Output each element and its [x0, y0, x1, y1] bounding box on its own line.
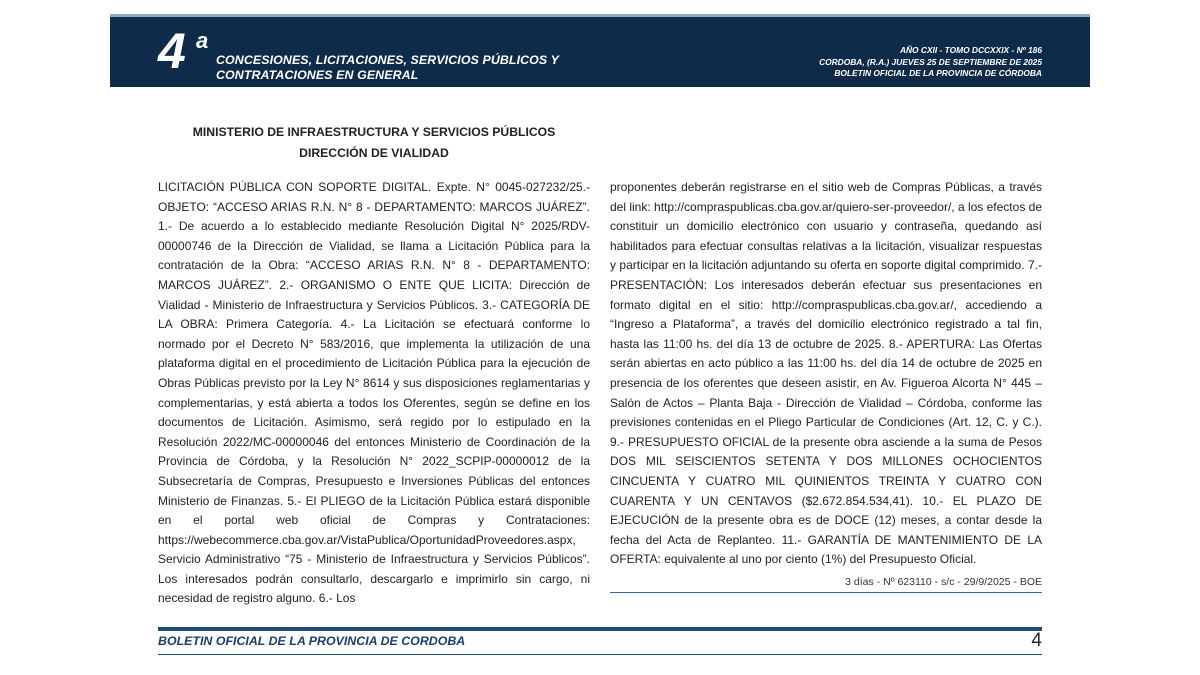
- reference-divider: [610, 592, 1042, 593]
- page-header: [110, 17, 1090, 87]
- issue-volume: AÑO CXII - TOMO DCCXXIX - Nº 186: [899, 45, 1042, 55]
- footer-title: BOLETIN OFICIAL DE LA PROVINCIA DE CORDOBA: [158, 634, 466, 648]
- notice-body-left-column: LICITACIÓN PÚBLICA CON SOPORTE DIGITAL. Expte. N° 0045-027232/25.- OBJETO: “ACCESO ARIAS R.N. N° 8 - DEPARTAMENTO: MARCOS JUÁREZ”. 1.- De acuerdo a lo establecido mediante Resolución Digital N° 2025/RDV-00000746 de la Dirección de Vialidad, se llama a Licitación Pública para la contratación de la Obra: “ACCESO ARIAS R.N. N° 8 - DEPARTAMENTO: MARCOS JUÁREZ”. 2.- ORGANISMO O ENTE QUE LICITA: Dirección de Vialidad - Ministerio de Infraestructura y Servicios Públicos. 3.- CATEGORÍA DE LA OBRA: Primera Categoría. 4.- La Licitación se efectuará conforme lo normado por el Decreto N° 583/2016, que implementa la utilización de una plataforma digital en el procedimiento de Licitación Pública para la ejecución de Obras Públicas previsto por la Ley N° 8614 y sus disposiciones reglamentarias y complementarias, y está abierta a todos los Oferentes, según se define en los documentos de Licitación. Asimismo, será regido por lo estipulado en la Resolución 2022/MC-00000046 del entonces Ministerio de Coordinación de la Provincia de Córdoba, y la Resolución N° 2022_SCPIP-00000012 de la Subsecretaría de Compras, Presupuesto e Inversiones Públicas del entonces Ministerio de Finanzas. 5.- El PLIEGO de la Licitación Pública estará disponible en el portal web oficial de Compras y Contrataciones: https://webecommerce.cba.gov.ar/VistaPublica/OportunidadProveedores.aspx, Servicio Administrativo “75 - Ministerio de Infraestructura y Servicios Públicos”. Los interesados podrán consultarlo, descargarlo e imprimirlo sin cargo, ni necesidad de registro alguno. 6.- Los: [158, 180, 590, 606]
- footer-top-rule: [158, 627, 1042, 631]
- section-title: [216, 53, 559, 83]
- issue-info: [819, 45, 1042, 80]
- ministry-name: MINISTERIO DE INFRAESTRUCTURA Y SERVICIOS PÚBLICOS: [192, 125, 556, 139]
- section-superscript: a: [196, 28, 209, 53]
- direction-name: DIRECCIÓN DE VIALIDAD: [299, 146, 449, 160]
- section-number: 4: [158, 23, 186, 79]
- issue-date: CORDOBA, (R.A.) JUEVES 25 DE SEPTIEMBRE DE 2025: [819, 56, 1042, 67]
- section-title-line2: CONTRATACIONES EN GENERAL: [216, 68, 419, 82]
- page-number: 4: [1031, 630, 1042, 651]
- issue-publication: BOLETIN OFICIAL DE LA PROVINCIA DE CÓRDOBA: [834, 68, 1042, 78]
- footer-bottom-rule: [158, 654, 1042, 655]
- notice-heading: [158, 122, 590, 164]
- section-title-line1: CONCESIONES, LICITACIONES, SERVICIOS PÚBLICOS Y: [216, 53, 559, 67]
- notice-body-right-column: proponentes deberán registrarse en el sitio web de Compras Públicas, a través del link: http://compraspublicas.cba.gov.ar/quiero-ser-proveedor/, a los efectos de constituir un domicilio electrónico con usuario y contraseña, quedando así habilitados para efectuar consultas relativas a la licitación, visualizar respuestas y participar en la licitación adjuntando su oferta en soporte digital comprimido. 7.- PRESENTACIÓN: Los interesados deberán efectuar sus presentaciones en formato digital en el sitio: http://compraspublicas.cba.gov.ar/, accediendo a “Ingreso a Plataforma”, a través del domicilio electrónico registrado a tal fin, hasta las 11:00 hs. del día 13 de octubre de 2025. 8.- APERTURA: Las Ofertas serán abiertas en acto público a las 11:00 hs. del día 14 de octubre de 2025 en presencia de los oferentes que deseen asistir, en Av. Figueroa Alcorta N° 445 – Salón de Actos – Planta Baja - Dirección de Vialidad – Córdoba, conforme las previsiones contenidas en el Pliego Particular de Condiciones (Art. 12, C. y C.). 9.- PRESUPUESTO OFICIAL de la presente obra asciende a la suma de Pesos DOS MIL SEISCIENTOS SETENTA Y DOS MILLONES OCHOCIENTOS CINCUENTA Y CUATRO MIL QUINIENTOS TREINTA Y CUATRO CON CUARENTA Y UN CENTAVOS ($2.672.854.534,41). 10.- EL PLAZO DE EJECUCIÓN de la presente obra es de DOCE (12) meses, a contar desde la fecha del Acta de Replanteo. 11.- GARANTÍA DE MANTENIMIENTO DE LA OFERTA: equivalente al uno por ciento (1%) del Presupuesto Oficial.: [610, 180, 1042, 567]
- publication-reference: 3 días - Nº 623110 - s/c - 29/9/2025 - BOE: [845, 576, 1042, 588]
